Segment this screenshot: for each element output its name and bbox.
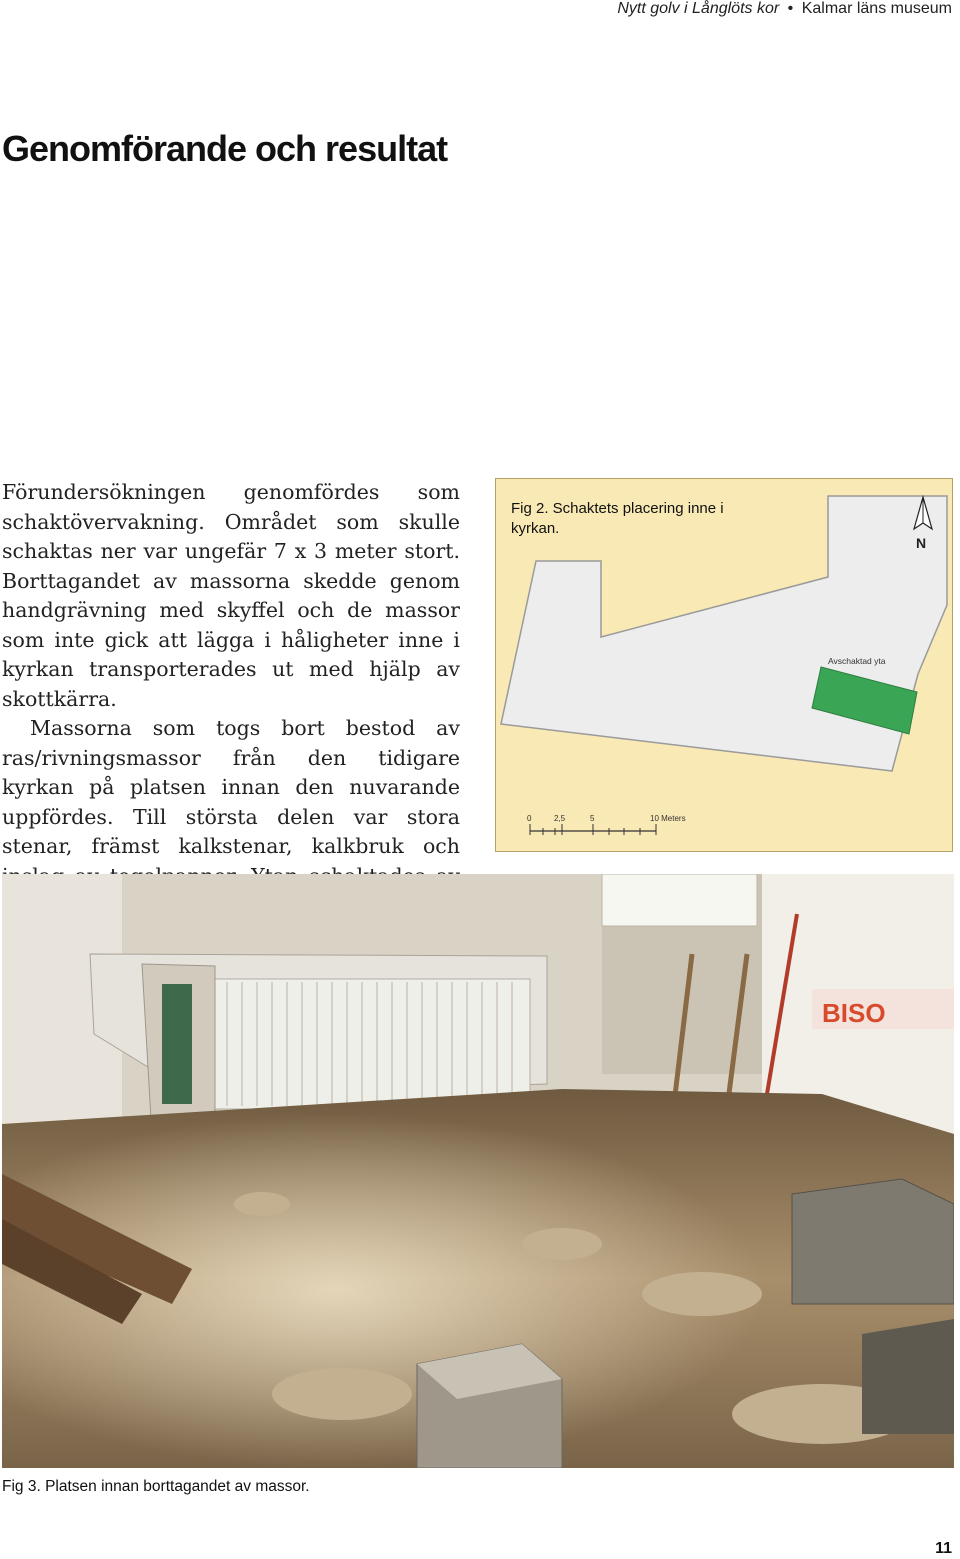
body-text: [2, 478, 460, 921]
excavated-label: Avschaktad yta: [828, 656, 886, 666]
running-head: [617, 0, 952, 18]
scale-label-5: 5: [590, 814, 595, 823]
publication-title: Nytt golv i Långlöts kor: [617, 0, 780, 17]
excavation-photo: [2, 874, 954, 1468]
scale-bar: [530, 824, 656, 835]
scale-label-0: 0: [527, 814, 532, 823]
excavation-photo-illustration: [2, 874, 954, 1468]
figure-3-caption: Fig 3. Platsen innan borttagandet av massor.: [2, 1478, 310, 1495]
section-title: Genomförande och resultat: [2, 128, 448, 169]
scale-label-2-5: 2,5: [554, 814, 566, 823]
body-paragraph-1: Förundersökningen genomfördes som schaktövervakning. Området som skulle schaktas ner var ungefär 7 x 3 meter stort. Borttagandet av massorna skedde genom handgrävning med skyffel och de massor som inte gick att lägga i håligheter inne i kyrkan transporterades ut med hjälp av skottkärra.: [2, 480, 460, 711]
north-label: N: [916, 535, 927, 551]
body-paragraph-2: Massorna som togs bort bestod av ras/rivningsmassor från den tidigare kyrkan på platsen innan den nuvarande uppfördes. Till största delen var stora stenar, främst kalkstenar, kalkbruk och: [2, 716, 460, 858]
figure-2-caption: Fig 2. Schaktets placering inne i kyrkan.: [511, 500, 724, 537]
scale-label-10: 10 Meters: [650, 814, 686, 823]
page-number: 11: [935, 1540, 952, 1557]
header-separator: •: [787, 0, 794, 17]
museum-name: Kalmar läns museum: [801, 0, 952, 17]
photo-banner-text: BISO: [822, 998, 886, 1028]
site-plan-figure: [495, 478, 953, 852]
